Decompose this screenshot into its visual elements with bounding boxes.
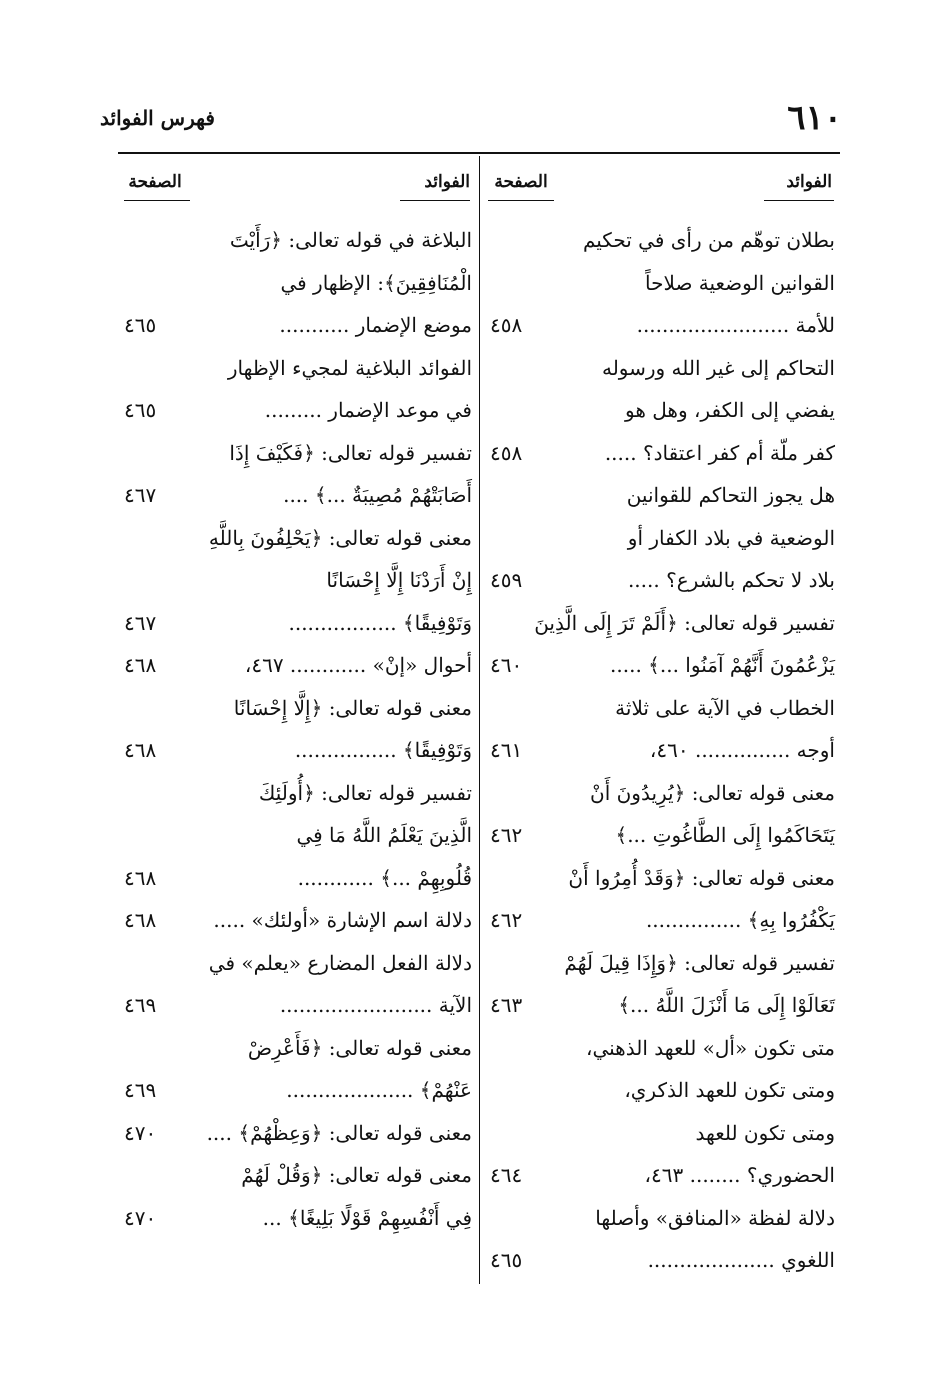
left-entry-6-line-0: تفسير قوله تعالى: ﴿أُولَئِكَ <box>258 780 472 805</box>
left-entry-7-page: ٤٦٨ <box>124 908 157 932</box>
right-entry-4-line-0: الخطاب في الآية على ثلاثة <box>615 695 835 720</box>
right-entry-1-line-1: يفضي إلى الكفر، وهل هو <box>625 398 835 422</box>
left-entry-3-page: ٤٦٧ <box>124 610 157 635</box>
right-entry-8-page: ٤٦٤ <box>490 1163 523 1187</box>
left-entry-0-page: ٤٦٥ <box>124 313 157 337</box>
left-entry-7-line-0: دلالة اسم الإشارة «أولئك» ..... <box>213 908 472 932</box>
right-entry-2-line-1: الوضعية في بلاد الكفار أو <box>627 525 835 550</box>
right-entry-8-line-1: ومتى تكون للعهد الذكري، <box>624 1078 835 1102</box>
right-entry-5-page: ٤٦٢ <box>490 823 523 847</box>
left-entry-5-line-1: وَتَوْفِيقًا﴾ ................ <box>294 738 472 762</box>
left-entry-8-line-1: الآية ........................ <box>279 993 472 1017</box>
right-entry-6-page: ٤٦٢ <box>490 908 523 932</box>
left-col-page-heading: الصفحة <box>128 172 182 192</box>
right-entry-5-line-1: يَتَحَاكَمُوا إِلَى الطَّاغُوتِ ...﴾ <box>615 823 835 847</box>
left-entry-0-line-1: الْمُنَافِقِينَ﴾: الإظهار في <box>280 270 472 295</box>
right-entry-0-line-1: القوانين الوضعية صلاحاً <box>645 270 835 295</box>
left-entry-6-page: ٤٦٨ <box>124 865 157 890</box>
left-entry-1-line-0: الفوائد البلاغية لمجيء الإظهار <box>227 355 472 380</box>
left-entry-10-line-0: معنى قوله تعالى: ﴿وَعِظْهُمْ﴾ .... <box>206 1120 472 1145</box>
right-col-benefits-heading: الفوائد <box>786 172 832 192</box>
left-entry-10-page: ٤٧٠ <box>124 1120 157 1145</box>
right-entry-9-line-0: دلالة لفظة «المنافق» وأصلها <box>595 1205 835 1230</box>
right-entry-1-line-0: التحاكم إلى غير الله ورسوله <box>601 355 835 380</box>
left-entry-5-page: ٤٦٨ <box>124 738 157 762</box>
right-entry-1-line-2: كفر ملّة أم كفر اعتقاد؟ ..... <box>604 440 835 465</box>
left-entry-0-line-2: موضع الإضمار ........... <box>279 313 472 337</box>
right-entry-2-page: ٤٥٩ <box>490 568 523 592</box>
right-entry-0-page: ٤٥٨ <box>490 313 523 337</box>
right-entry-6-line-1: يَكْفُرُوا بِهِ﴾ ............... <box>645 908 835 932</box>
left-entry-9-line-0: معنى قوله تعالى: ﴿فَأَعْرِضْ <box>247 1035 472 1060</box>
column-divider <box>479 156 480 1284</box>
right-entry-5-line-0: معنى قوله تعالى: ﴿يُرِيدُونَ أَنْ <box>590 780 835 805</box>
right-entry-3-line-0: تفسير قوله تعالى: ﴿أَلَمْ تَرَ إِلَى الَّذِينَ <box>534 610 835 635</box>
page-number: ٦١٠ <box>787 98 842 138</box>
left-col-benefits-underline <box>400 200 470 201</box>
left-entry-3-line-2: وَتَوْفِيقًا﴾ ................. <box>288 610 472 635</box>
left-entry-0-line-0: البلاغة في قوله تعالى: ﴿رَأَيْتَ <box>229 228 472 252</box>
right-col-benefits-underline <box>764 200 834 201</box>
right-entry-7-line-0: تفسير قوله تعالى: ﴿وَإِذَا قِيلَ لَهُمْ <box>564 950 835 975</box>
running-title: فهرس الفوائد <box>100 106 215 130</box>
right-col-page-heading: الصفحة <box>494 172 548 192</box>
left-entry-2-line-1: أَصَابَتْهُمْ مُصِيبَةٌ ...﴾ .... <box>283 483 472 507</box>
right-entry-4-page: ٤٦١ <box>490 738 523 762</box>
right-entry-2-line-0: هل يجوز التحاكم للقوانين <box>626 483 835 507</box>
right-entry-3-line-1: يَزْعُمُونَ أَنَّهُمْ آمَنُوا ...﴾ ..... <box>610 653 835 677</box>
right-entry-7-page: ٤٦٣ <box>490 993 523 1017</box>
right-entry-9-line-1: اللغوي .................... <box>647 1248 835 1272</box>
right-entry-8-line-3: الحضوري؟ ........ ٤٦٣، <box>644 1163 835 1187</box>
right-entry-7-line-1: تَعَالَوْا إِلَى مَا أَنْزَلَ اللَّهُ ...﴾ <box>618 993 835 1017</box>
right-entry-4-line-1: أوجه ............... ٤٦٠، <box>649 738 835 762</box>
right-entry-8-line-0: متى تكون «أل» للعهد الذهني، <box>586 1035 835 1060</box>
header-rule <box>118 152 840 154</box>
right-col-page-underline <box>488 200 554 201</box>
left-entry-8-page: ٤٦٩ <box>124 993 157 1017</box>
left-entry-4-line-0: أحوال «إنْ» ............ ٤٦٧، <box>244 653 472 677</box>
right-entry-0-line-0: بطلان توهّم من رأى في تحكيم <box>582 228 835 252</box>
left-entry-11-line-1: فِي أَنْفُسِهِمْ قَوْلًا بَلِيغًا﴾ ... <box>262 1205 472 1230</box>
left-entry-3-line-0: معنى قوله تعالى: ﴿يَحْلِفُونَ بِاللَّهِ <box>208 525 472 550</box>
left-entry-3-line-1: إِنْ أَرَدْنَا إِلَّا إِحْسَانًا <box>326 568 472 592</box>
right-entry-8-line-2: ومتى تكون للعهد <box>695 1120 835 1145</box>
right-entry-6-line-0: معنى قوله تعالى: ﴿وَقَدْ أُمِرُوا أَنْ <box>568 865 835 890</box>
left-entry-9-page: ٤٦٩ <box>124 1078 157 1102</box>
right-entry-9-page: ٤٦٥ <box>490 1248 523 1272</box>
left-entry-8-line-0: دلالة الفعل المضارع «يعلم» في <box>208 950 472 975</box>
left-col-page-underline <box>124 200 190 201</box>
right-entry-3-page: ٤٦٠ <box>490 653 523 677</box>
left-entry-4-page: ٤٦٨ <box>124 653 157 677</box>
left-entry-6-line-2: قُلُوبِهِمْ ...﴾ ............ <box>297 865 472 890</box>
left-entry-1-page: ٤٦٥ <box>124 398 157 422</box>
left-entry-2-page: ٤٦٧ <box>124 483 157 507</box>
left-entry-11-page: ٤٧٠ <box>124 1205 157 1230</box>
left-entry-2-line-0: تفسير قوله تعالى: ﴿فَكَيْفَ إِذَا <box>229 440 472 465</box>
left-entry-6-line-1: الَّذِينَ يَعْلَمُ اللَّهُ مَا فِي <box>296 823 472 847</box>
right-entry-2-line-2: بلاد لا تحكم بالشرع؟ ..... <box>627 568 835 592</box>
left-entry-5-line-0: معنى قوله تعالى: ﴿إِلَّا إِحْسَانًا <box>233 695 472 720</box>
right-entry-0-line-2: للأمة ........................ <box>636 313 835 337</box>
left-col-benefits-heading: الفوائد <box>424 172 470 192</box>
left-entry-9-line-1: عَنْهُمْ﴾ .................... <box>286 1078 472 1102</box>
left-entry-11-line-0: معنى قوله تعالى: ﴿وَقُلْ لَهُمْ <box>241 1163 472 1187</box>
left-entry-1-line-1: في موعد الإضمار ......... <box>264 398 472 422</box>
right-entry-1-page: ٤٥٨ <box>490 440 523 465</box>
